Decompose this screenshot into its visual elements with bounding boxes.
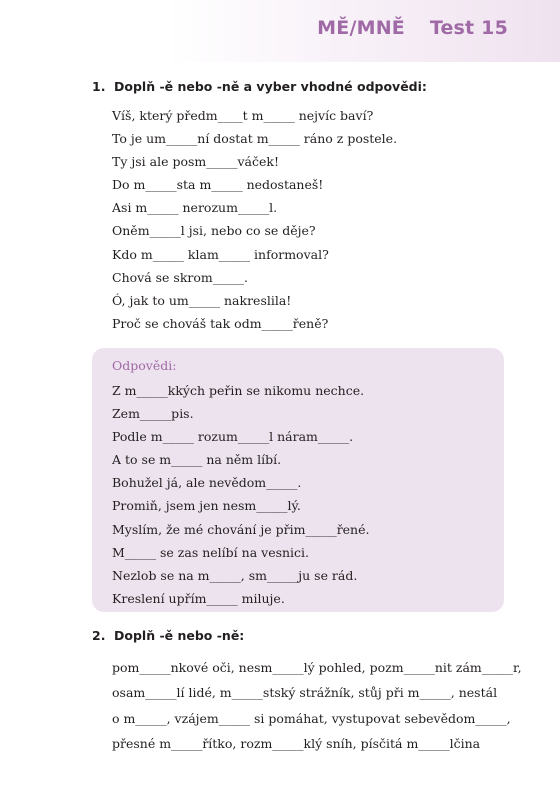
word-line: osam_____lí lidé, m_____stský strážník, stůj při m_____, nestál bbox=[112, 685, 498, 701]
word-line: přesné m_____řítko, rozm_____klý sníh, písčitá m_____lčina bbox=[112, 735, 481, 751]
answers-list bbox=[112, 379, 369, 610]
sentence: Kdo m_____ klam_____ informoval? bbox=[112, 246, 329, 262]
answer-option: A to se m_____ na něm líbí. bbox=[112, 452, 282, 468]
task-2-heading bbox=[92, 628, 244, 643]
task-2-words bbox=[112, 655, 522, 756]
answer-option: Podle m_____ rozum_____l náram_____. bbox=[112, 429, 354, 445]
answer-option: Kreslení upřím_____ miluje. bbox=[112, 590, 285, 606]
sentence: Proč se chováš tak odm_____řeně? bbox=[112, 315, 329, 331]
answer-option: Myslím, že mé chování je přim_____řené. bbox=[112, 521, 370, 537]
answer-option: Promiň, jsem jen nesm_____lý. bbox=[112, 498, 301, 514]
task-1-heading bbox=[92, 79, 427, 94]
answers-label: Odpovědi: bbox=[112, 358, 177, 373]
page-header bbox=[317, 17, 508, 39]
sentence: Oněm_____l jsi, nebo co se děje? bbox=[112, 223, 316, 239]
header-test-number: Test 15 bbox=[429, 17, 508, 39]
task-1-number: 1. bbox=[92, 79, 106, 94]
answer-option: Bohužel já, ale nevědom_____. bbox=[112, 475, 302, 491]
task-2-number: 2. bbox=[92, 628, 106, 643]
word-line: o m_____, vzájem_____ si pomáhat, vystupovat sebevědom_____, bbox=[112, 710, 511, 726]
word-line: pom_____nkové oči, nesm_____lý pohled, pozm_____nit zám_____r, bbox=[112, 660, 522, 675]
sentence: To je um_____ní dostat m_____ ráno z postele. bbox=[112, 131, 398, 147]
answer-option: Nezlob se na m_____, sm_____ju se rád. bbox=[112, 567, 358, 583]
task-1-title: Doplň -ě nebo -ně a vyber vhodné odpovědi: bbox=[114, 79, 427, 94]
header-topic: MĚ/MNĚ bbox=[317, 17, 405, 39]
answer-option: M_____ se zas nelíbí na vesnici. bbox=[112, 544, 310, 560]
sentence: Asi m_____ nerozum_____l. bbox=[112, 200, 278, 216]
task-1-sentences bbox=[112, 104, 397, 335]
sentence: Ty jsi ale posm_____váček! bbox=[112, 154, 280, 170]
task-2-title: Doplň -ě nebo -ně: bbox=[114, 628, 245, 643]
sentence: Chová se skrom_____. bbox=[112, 269, 248, 285]
sentence: Do m_____sta m_____ nedostaneš! bbox=[112, 177, 324, 193]
sentence: Víš, který předm____t m_____ nejvíc baví? bbox=[112, 108, 374, 123]
answer-option: Z m_____kkých peřin se nikomu nechce. bbox=[112, 383, 365, 398]
sentence: Ó, jak to um_____ nakreslila! bbox=[112, 292, 292, 308]
answer-option: Zem_____pis. bbox=[112, 406, 194, 422]
